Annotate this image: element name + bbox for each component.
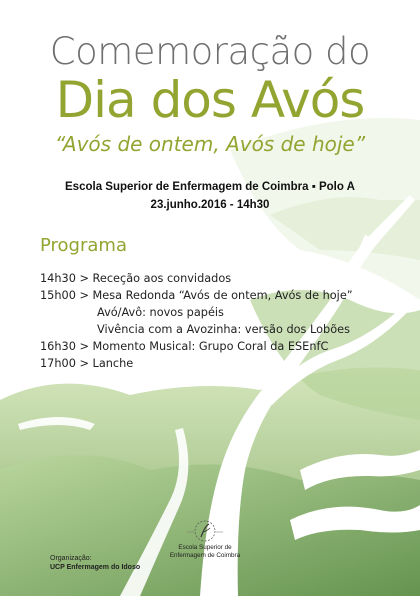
agenda-item: 17h00 > Lanche <box>40 357 134 370</box>
title-line-1: Comemoração do <box>49 30 371 73</box>
school-logo-icon <box>185 518 225 544</box>
school-logo <box>160 518 250 560</box>
agenda-item: 15h00 > Mesa Redonda “Avós de ontem, Avós de hoje” <box>40 289 353 302</box>
programa-list <box>40 270 410 372</box>
org-label: Organização: <box>50 555 92 562</box>
agenda-item: 16h30 > Momento Musical: Grupo Coral da ESEnfC <box>40 340 329 353</box>
logo-text-line-1: Escola Superior de <box>178 544 232 551</box>
subtitle: “Avós de ontem, Avós de hoje” <box>54 132 366 156</box>
org-name: UCP Enfermagem do Idoso <box>50 564 141 571</box>
agenda-subitem: Avó/Avô: novos papéis <box>97 306 224 319</box>
logo-text-line-2: Enfermagem de Coimbra <box>169 552 241 559</box>
date-line: 23.junho.2016 - 14h30 <box>150 199 270 211</box>
school-line: Escola Superior de Enfermagem de Coimbra ▪ Polo A <box>65 181 355 193</box>
organization-block <box>50 554 140 572</box>
agenda-item: 14h30 > Receção aos convidados <box>40 272 232 285</box>
title-line-2: Dia dos Avós <box>55 71 365 129</box>
programa-heading: Programa <box>40 235 127 256</box>
agenda-subitem: Vivência com a Avozinha: versão dos Lobões <box>97 323 350 336</box>
